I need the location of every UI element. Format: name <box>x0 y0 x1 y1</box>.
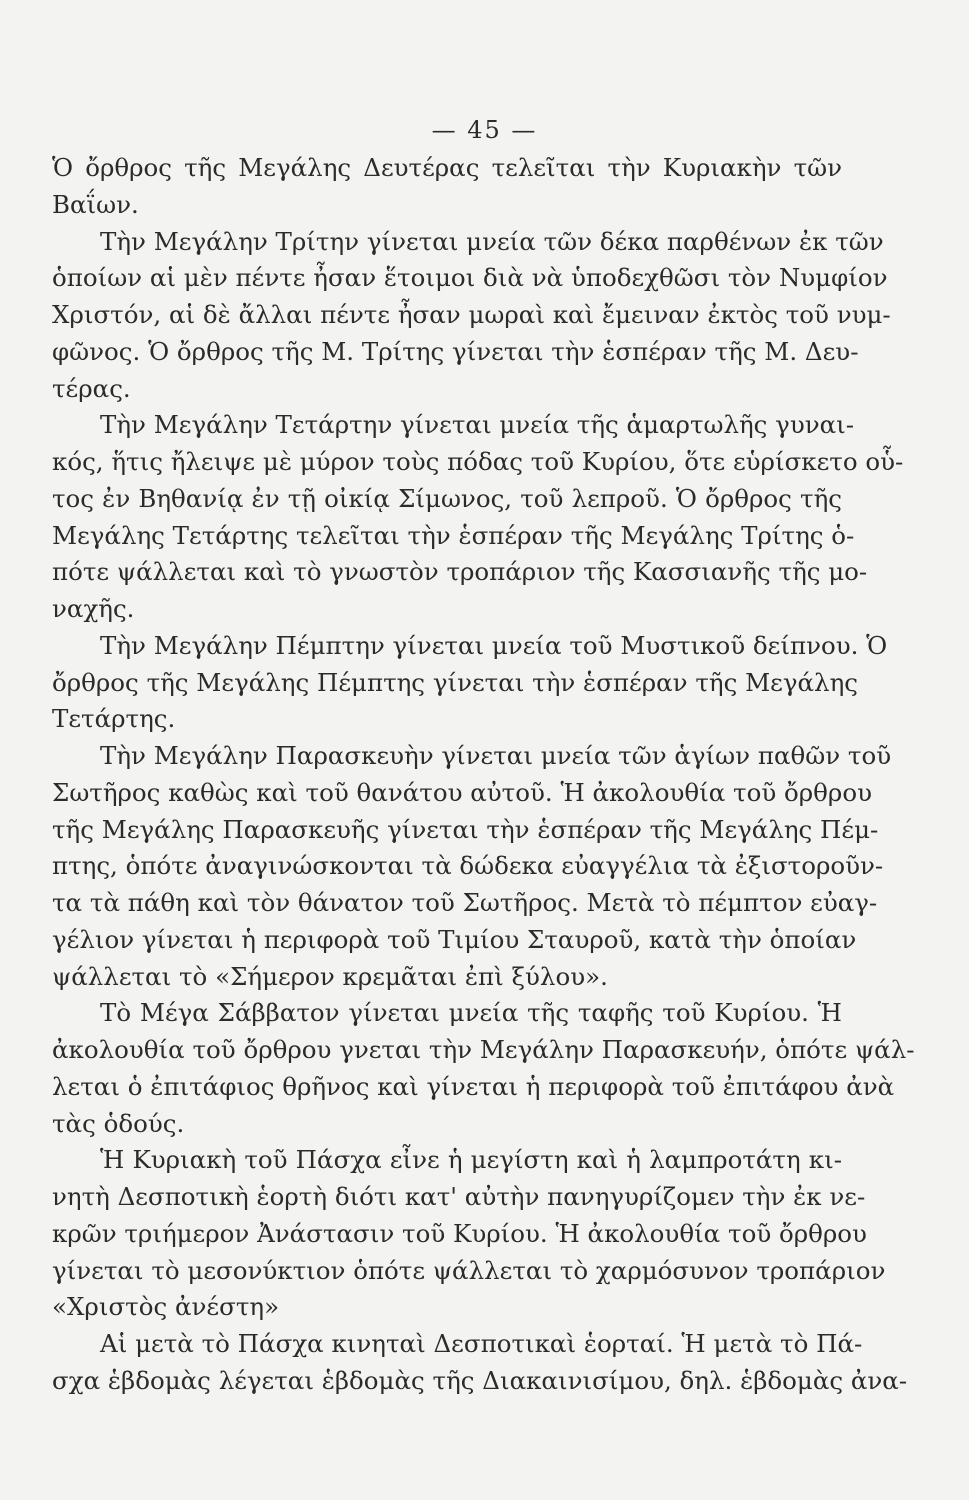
text-line: τος ἐν Βηθανίᾳ ἐν τῇ οἰκίᾳ Σίμωνος, τοῦ λεπροῦ. Ὁ ὄρθρος τῆς <box>52 483 842 513</box>
text-line: τῆς Μεγάλης Παρασκευῆς γίνεται τὴν ἑσπέραν τῆς Μεγάλης Πέμ- <box>52 814 879 844</box>
text-line: Χριστόν, αἱ δὲ ἄλλαι πέντε ἦσαν μωραὶ καὶ ἔμειναν ἐκτὸς τοῦ νυμ- <box>52 300 891 329</box>
text-line: Τὴν Μεγάλην Τετάρτην γίνεται μνεία τῆς ἁμαρτωλῆς γυναι- <box>100 410 855 440</box>
text-line: νητὴ Δεσποτικὴ ἑορτὴ διότι κατ' αὐτὴν πανηγυρίζομεν τὴν ἐκ νε- <box>52 1182 866 1211</box>
text-line: Ἡ Κυριακὴ τοῦ Πάσχα εἶνε ἡ μεγίστη καὶ ἡ λαμπροτάτη κι- <box>100 1145 842 1175</box>
text-line: Τὴν Μεγάλην Τρίτην γίνεται μνεία τῶν δέκα παρθένων ἐκ τῶν <box>100 226 884 256</box>
text-line: λεται ὁ ἐπιτάφιος θρῆνος καὶ γίνεται ἡ περιφορὰ τοῦ ἐπιτάφου ἀνὰ <box>52 1071 895 1101</box>
text-line: σχα ἑβδομὰς λέγεται ἑβδομὰς τῆς Διακαινισίμου, δηλ. ἑβδομὰς ἀνα- <box>52 1365 908 1395</box>
text-line: φῶνος. Ὁ ὄρθρος τῆς Μ. Τρίτης γίνεται τὴν ἑσπέραν τῆς Μ. Δευ- <box>52 336 859 366</box>
text-line: τέρας. <box>52 373 131 403</box>
text-line: ἀκολουθία τοῦ ὄρθρου γνεται τὴν Μεγάλην Παρασκευήν, ὁπότε ψάλ- <box>52 1035 915 1064</box>
text-line: Ὁ ὄρθρος τῆς Μεγάλης Δευτέρας τελεῖται τὴν Κυριακὴν τῶν <box>52 153 842 182</box>
text-line: Βαΐων. <box>52 189 139 219</box>
text-line: ψάλλεται τὸ «Σήμερον κρεμᾶται ἐπὶ ξύλου». <box>52 961 608 991</box>
text-line: Τὴν Μεγάλην Πέμπτην γίνεται μνεία τοῦ Μυστικοῦ δείπνου. Ὁ <box>100 630 888 660</box>
text-line: πτης, ὁπότε ἀναγινώσκονται τὰ δώδεκα εὐαγγέλια τὰ ἐξιστοροῦν- <box>52 851 884 881</box>
text-line: πότε ψάλλεται καὶ τὸ γνωστὸν τροπάριον τῆς Κασσιανῆς τῆς μο- <box>52 557 868 587</box>
text-line: γέλιον γίνεται ἡ περιφορὰ τοῦ Τιμίου Σταυροῦ, κατὰ τὴν ὁποίαν <box>52 924 857 954</box>
text-line: Τὸ Μέγα Σάββατον γίνεται μνεία τῆς ταφῆς τοῦ Κυρίου. Ἡ <box>100 998 842 1028</box>
text-line: ὄρθρος τῆς Μεγάλης Πέμπτης γίνεται τὴν ἑσπέραν τῆς Μεγάλης <box>52 667 858 697</box>
text-line: «Χριστὸς ἀνέστη» <box>52 1292 280 1322</box>
text-line: Σωτῆρος καθὼς καὶ τοῦ θανάτου αὐτοῦ. Ἡ ἀκολουθία τοῦ ὄρθρου <box>52 777 872 807</box>
text-line: κρῶν τριήμερον Ἀνάστασιν τοῦ Κυρίου. Ἡ ἀκολουθία τοῦ ὄρθρου <box>52 1218 867 1248</box>
text-line: Αἱ μετὰ τὸ Πάσχα κινηταὶ Δεσποτικαὶ ἑορταί. Ἡ μετὰ τὸ Πά- <box>100 1329 863 1358</box>
text-line: Τετάρτης. <box>52 704 176 734</box>
text-line: γίνεται τὸ μεσονύκτιον ὁπότε ψάλλεται τὸ χαρμόσυνον τροπάριον <box>52 1255 886 1285</box>
text-line: ὁποίων αἱ μὲν πέντε ἦσαν ἕτοιμοι διὰ νὰ ὑποδεχθῶσι τὸν Νυμφίον <box>52 263 888 293</box>
text-line: ναχῆς. <box>52 594 135 623</box>
page-number: — 45 — <box>431 116 538 144</box>
body-text <box>52 150 915 1400</box>
text-line: τὰς ὁδούς. <box>52 1108 185 1138</box>
text-line: κός, ἥτις ἤλειψε μὲ μύρον τοὺς πόδας τοῦ Κυρίου, ὅτε εὑρίσκετο οὗ- <box>52 447 904 476</box>
text-line: Μεγάλης Τετάρτης τελεῖται τὴν ἑσπέραν τῆς Μεγάλης Τρίτης ὁ- <box>52 520 855 550</box>
text-line: τα τὰ πάθη καὶ τὸν θάνατον τοῦ Σωτῆρος. Μετὰ τὸ πέμπτον εὐαγ- <box>52 888 878 917</box>
text-line: Τὴν Μεγάλην Παρασκευὴν γίνεται μνεία τῶν ἁγίων παθῶν τοῦ <box>100 741 892 770</box>
